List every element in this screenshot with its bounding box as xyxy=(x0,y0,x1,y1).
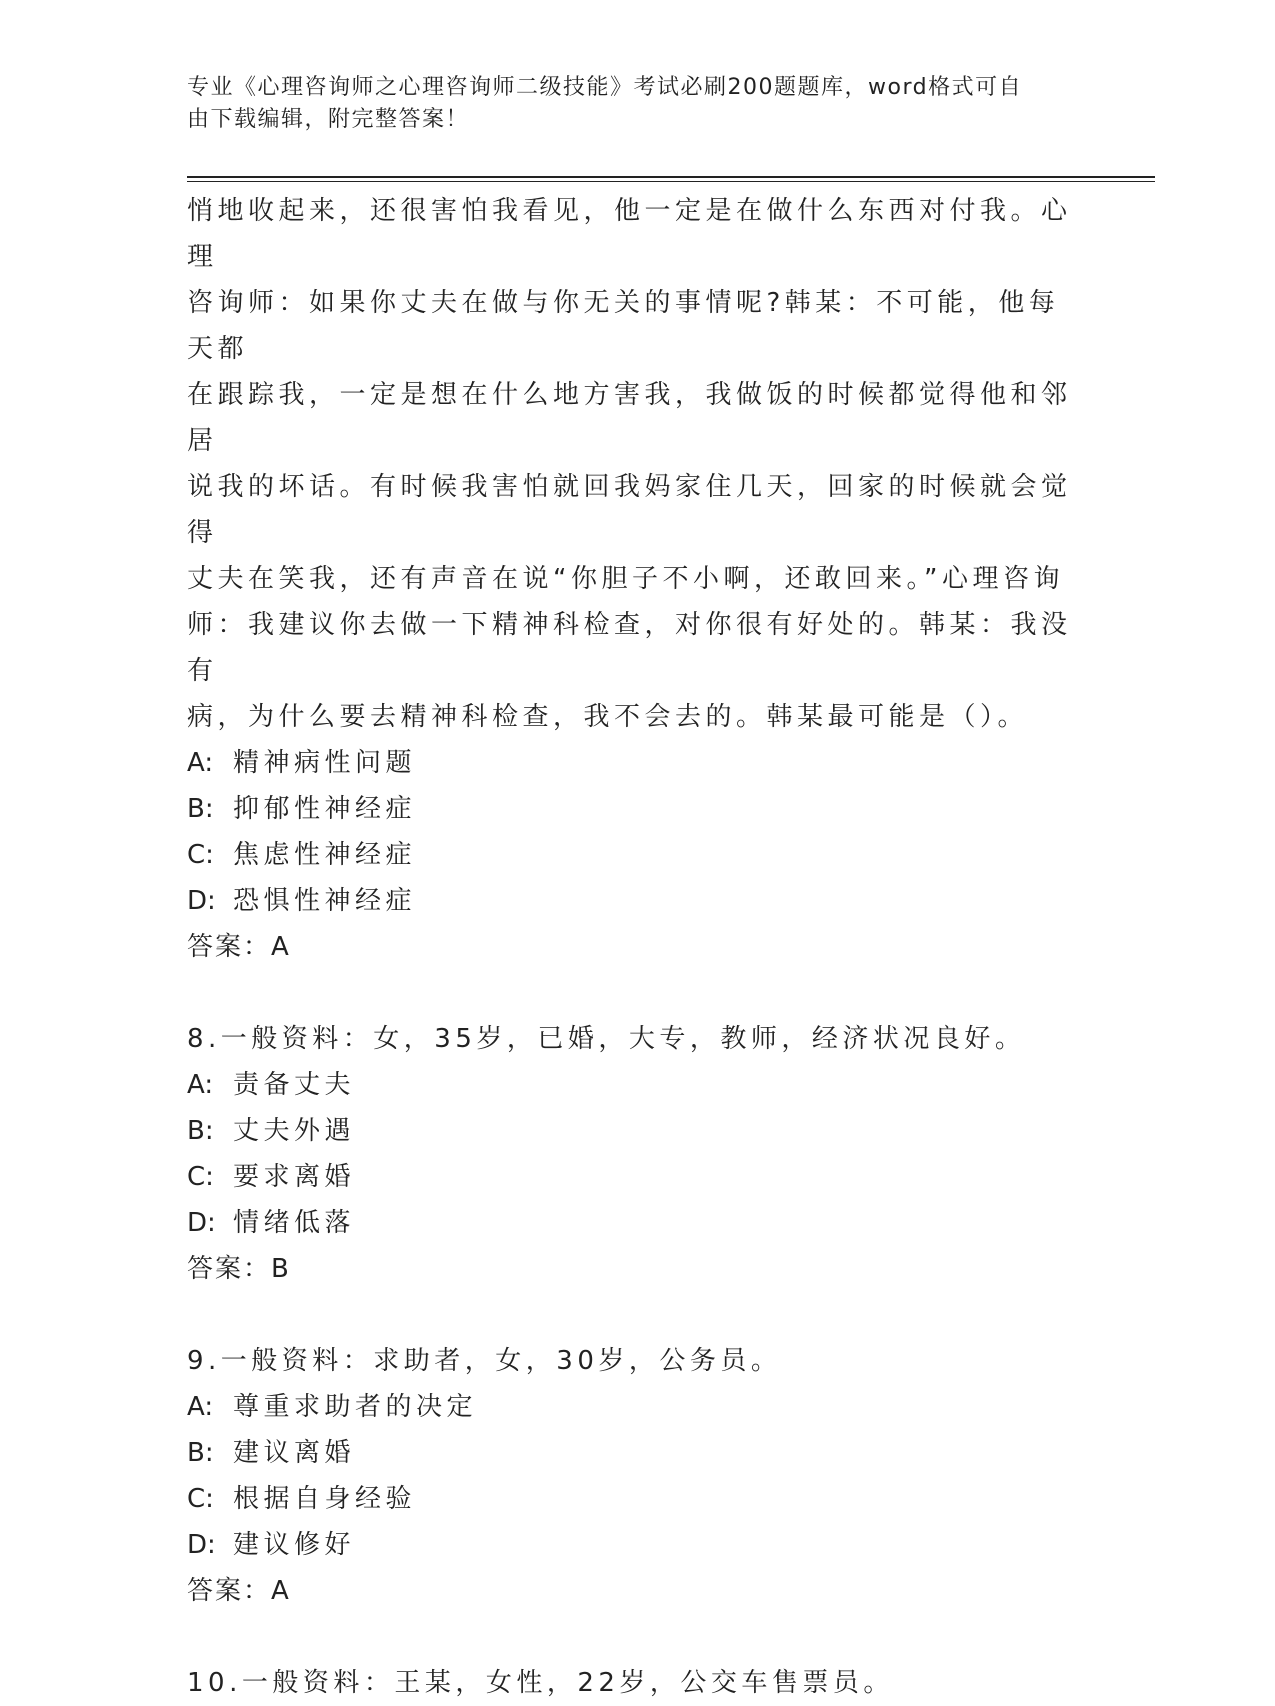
paragraph-line: 病，为什么要去精神科检查，我不会去的。韩某最可能是（）。 xyxy=(187,702,1029,732)
spacer xyxy=(187,1292,1087,1338)
option-a xyxy=(187,1062,1087,1108)
option-b xyxy=(187,1108,1087,1154)
option-d xyxy=(187,1200,1087,1246)
paragraph-line: 丈夫在笑我，还有声音在说“你胆子不小啊，还敢回来。”心理咨询 xyxy=(187,564,1064,594)
header-rule-thin xyxy=(187,181,1155,182)
option-text: 根据自身经验 xyxy=(233,1484,417,1514)
option-label: C: xyxy=(187,840,214,870)
option-text: 抑郁性神经症 xyxy=(233,794,417,824)
paragraph-line: 咨询师：如果你丈夫在做与你无关的事情呢?韩某：不可能，他每天都 xyxy=(187,288,1060,364)
header-line-2: 由下载编辑，附完整答案！ xyxy=(187,107,470,132)
document-body xyxy=(187,188,1087,1706)
option-label: D: xyxy=(187,1530,216,1560)
option-label: C: xyxy=(187,1162,214,1192)
option-d xyxy=(187,1522,1087,1568)
question-8 xyxy=(187,1016,1087,1292)
option-label: B: xyxy=(187,1116,214,1146)
option-label: C: xyxy=(187,1484,214,1514)
question-9 xyxy=(187,1338,1087,1614)
header-rule-thick xyxy=(187,176,1155,178)
option-text: 责备丈夫 xyxy=(233,1070,356,1100)
question-title: 8.一般资料：女，35岁，已婚，大专，教师，经济状况良好。 xyxy=(187,1024,1026,1054)
question-title: 10.一般资料：王某，女性，22岁，公交车售票员。 xyxy=(187,1668,894,1698)
answer-line: 答案：B xyxy=(187,1254,291,1284)
option-c xyxy=(187,1476,1087,1522)
option-label: A: xyxy=(187,1070,214,1100)
option-a xyxy=(187,740,1087,786)
option-label: A: xyxy=(187,1392,214,1422)
option-a xyxy=(187,1384,1087,1430)
answer-line: 答案：A xyxy=(187,1576,291,1606)
option-label: D: xyxy=(187,886,216,916)
spacer xyxy=(187,970,1087,1016)
option-c xyxy=(187,1154,1087,1200)
paragraph-line: 在跟踪我，一定是想在什么地方害我，我做饭的时候都觉得他和邻居 xyxy=(187,380,1072,456)
option-label: B: xyxy=(187,794,214,824)
header-line-1: 专业《心理咨询师之心理咨询师二级技能》考试必刷200题题库，word格式可自 xyxy=(187,75,1023,100)
question-10 xyxy=(187,1660,1087,1706)
option-label: B: xyxy=(187,1438,214,1468)
option-text: 精神病性问题 xyxy=(233,748,417,778)
page-header xyxy=(187,72,1067,136)
option-text: 情绪低落 xyxy=(233,1208,356,1238)
question-title: 9.一般资料：求助者，女，30岁，公务员。 xyxy=(187,1346,782,1376)
option-text: 尊重求助者的决定 xyxy=(233,1392,478,1422)
option-b xyxy=(187,1430,1087,1476)
option-c xyxy=(187,832,1087,878)
paragraph-line: 说我的坏话。有时候我害怕就回我妈家住几天，回家的时候就会觉得 xyxy=(187,472,1072,548)
option-label: A: xyxy=(187,748,214,778)
question-7-continuation xyxy=(187,188,1087,970)
option-b xyxy=(187,786,1087,832)
answer-line: 答案：A xyxy=(187,932,291,962)
option-text: 建议离婚 xyxy=(233,1438,356,1468)
spacer xyxy=(187,1614,1087,1660)
option-text: 焦虑性神经症 xyxy=(233,840,417,870)
paragraph-line: 悄地收起来，还很害怕我看见，他一定是在做什么东西对付我。心理 xyxy=(187,196,1072,272)
option-text: 丈夫外遇 xyxy=(233,1116,356,1146)
option-d xyxy=(187,878,1087,924)
option-text: 要求离婚 xyxy=(233,1162,356,1192)
option-text: 恐惧性神经症 xyxy=(233,886,417,916)
paragraph-line: 师：我建议你去做一下精神科检查，对你很有好处的。韩某：我没有 xyxy=(187,610,1072,686)
option-text: 建议修好 xyxy=(233,1530,356,1560)
option-label: D: xyxy=(187,1208,216,1238)
